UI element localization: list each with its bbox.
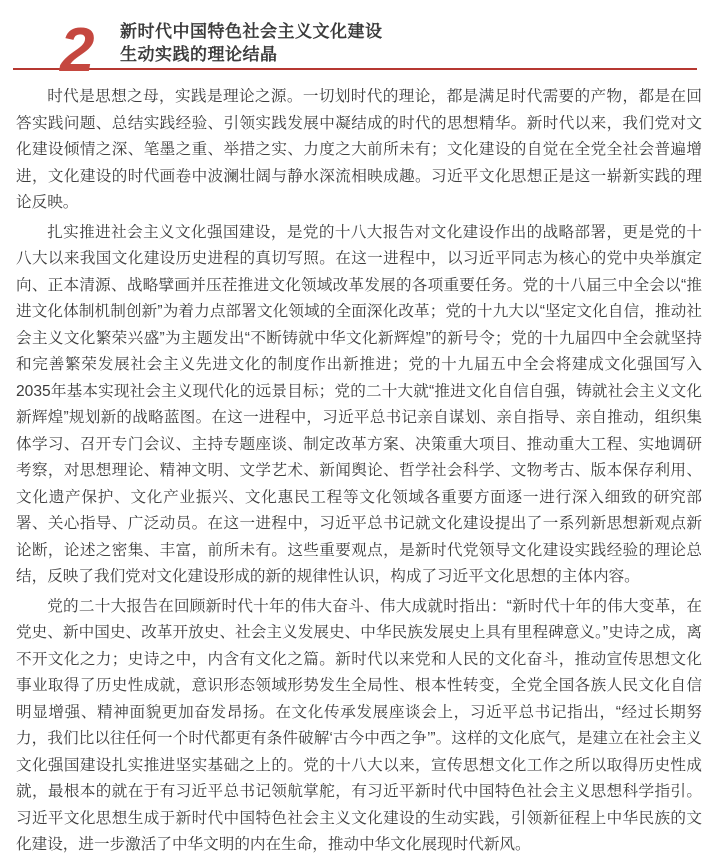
section-header bbox=[0, 0, 718, 85]
section-number: 2 bbox=[60, 16, 93, 85]
section-divider-line bbox=[13, 68, 697, 70]
paragraph-1: 时代是思想之母，实践是理论之源。一切划时代的理论，都是满足时代需要的产物，都是在回答实践问题、总结实践经验、引领实践发展中凝结成的时代的思想精华。新时代以来，我们党对文化建设倾情之深、笔墨之重、举措之实、力度之大前所未有；文化建设的自觉在全党全社会普遍增进，文化建设的时代画卷中波澜壮阔与静水深流相映成趣。习近平文化思想正是这一崭新实践的理论反映。 bbox=[16, 88, 702, 211]
paragraph-2: 扎实推进社会主义文化强国建设，是党的十八大报告对文化建设作出的战略部署，更是党的十八大以来我国文化建设历史进程的真切写照。在这一进程中，以习近平同志为核心的党中央举旗定向、正本清源、战略擘画并压茬推进文化领域改革发展的各项重要任务。党的十八届三中全会以“推进文化体制机制创新”为着力点部署文化领域的全面深化改革；党的十九大以“坚定文化自信，推动社会主义文化繁荣兴盛”为主题发出“不断铸就中华文化新辉煌”的新号令；党的十九届四中全会就坚持和完善繁荣发展社会主义先进文化的制度作出新推进；党的十九届五中全会将建成文化强国写入2035年基本实现社会主义现代化的远景目标；党的二十大就“推进文化自信自强，铸就社会主义文化新辉煌”规划新的战略蓝图。在这一进程中，习近平总书记亲自谋划、亲自指导、亲自推动，组织集体学习、召开专门会议、主持专题座谈、制定改革方案、决策重大项目、推动重大工程、实地调研考察，对思想理论、精神文明、文学艺术、新闻舆论、哲学社会科学、文物考古、版本保存利用、文化遗产保护、文化产业振兴、文化惠民工程等文化领域各重要方面逐一进行深入细致的研究部署、关心指导、广泛动员。在这一进程中，习近平总书记就文化建设提出了一系列新思想新观点新论断，论述之密集、丰富，前所未有。这些重要观点，是新时代党领导文化建设实践经验的理论总结，反映了我们党对文化建设形成的新的规律性认识，构成了习近平文化思想的主体内容。 bbox=[16, 223, 702, 585]
section-title-line2: 生动实践的理论结晶 bbox=[120, 44, 278, 64]
section-title-line1: 新时代中国特色社会主义文化建设 bbox=[120, 22, 383, 41]
section-title bbox=[120, 21, 383, 66]
paragraph-3: 党的二十大报告在回顾新时代十年的伟大奋斗、伟大成就时指出：“新时代十年的伟大变革，在党史、新中国史、改革开放史、社会主义发展史、中华民族发展史上具有里程碑意义。”史诗之成，离不开文化之力；史诗之中，内含有文化之篇。新时代以来党和人民的文化奋斗，推动宣传思想文化事业取得了历史性成就，意识形态领域形势发生全局性、根本性转变，全党全国各族人民文化自信明显增强、精神面貌更加奋发昂扬。在文化传承发展座谈会上，习近平总书记指出，“经过长期努力，我们比以往任何一个时代都更有条件破解‘古今中西之争’”。这样的文化底气，是建立在社会主义文化强国建设扎实推进坚实基础之上的。党的十八大以来，宣传思想文化工作之所以取得历史性成就，最根本的就在于有习近平总书记领航掌舵，有习近平新时代中国特色社会主义思想科学指引。习近平文化思想生成于新时代中国特色社会主义文化建设的生动实践，引领新征程上中华民族的文化建设，进一步激活了中华文明的内在生命，推动中华文化展现时代新风。 bbox=[16, 597, 702, 853]
article-body bbox=[16, 78, 702, 860]
